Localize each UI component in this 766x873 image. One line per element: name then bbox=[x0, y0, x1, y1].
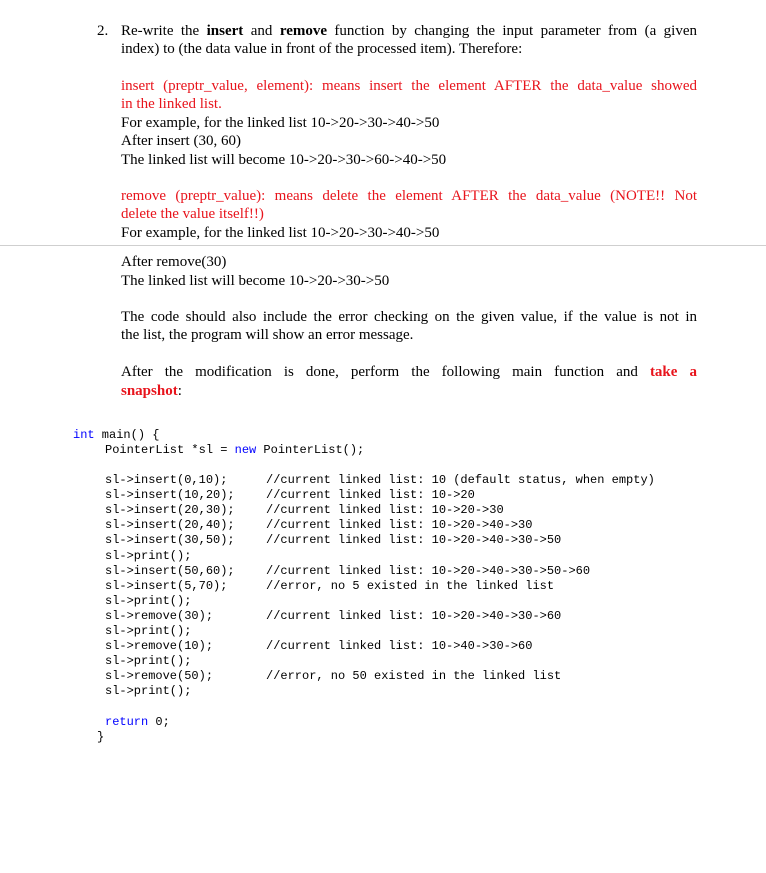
code-comment: //current linked list: 10->40->30->60 bbox=[266, 639, 533, 653]
code-declaration: PointerList *sl = new PointerList(); bbox=[105, 443, 365, 457]
insert-example-call: After insert (30, 60) bbox=[121, 133, 241, 149]
code-comment: //current linked list: 10->20->40->30->50->60 bbox=[266, 564, 591, 578]
code-comment: //current linked list: 10->20->40->30 bbox=[266, 518, 533, 532]
remove-example-list: For example, for the linked list 10->20->30->40->50 bbox=[121, 225, 440, 241]
final-instruction: After the modification is done, perform the following main function and take a bbox=[121, 364, 698, 380]
insert-example-list: For example, for the linked list 10->20->30->40->50 bbox=[121, 115, 440, 131]
remove-definition: remove (preptr_value): means delete the element AFTER the data_value (NOTE!! Not bbox=[121, 188, 697, 204]
code-statement: sl->insert(20,40); bbox=[105, 518, 235, 532]
code-statement: sl->print(); bbox=[105, 684, 192, 698]
code-comment: //current linked list: 10 (default status, when empty) bbox=[266, 473, 655, 487]
remove-example-call: After remove(30) bbox=[121, 254, 227, 270]
error-check-note: The code should also include the error checking on the given value, if the value is not in bbox=[121, 309, 697, 325]
code-return: return 0; bbox=[105, 715, 170, 729]
code-closing-brace: } bbox=[97, 730, 105, 744]
insert-definition: insert (preptr_value, element): means insert the element AFTER the data_value showed bbox=[121, 78, 697, 94]
code-statement: sl->insert(5,70); bbox=[105, 579, 228, 593]
code-statement: sl->remove(50); bbox=[105, 669, 214, 683]
error-check-note-cont: the list, the program will show an error message. bbox=[121, 327, 414, 343]
insert-definition-cont: in the linked list. bbox=[121, 96, 222, 112]
code-statement: sl->remove(10); bbox=[105, 639, 214, 653]
code-statement: sl->print(); bbox=[105, 549, 192, 563]
remove-example-result: The linked list will become 10->20->30->50 bbox=[121, 273, 390, 289]
code-statement: sl->print(); bbox=[105, 594, 192, 608]
code-comment: //current linked list: 10->20->40->30->50 bbox=[266, 533, 562, 547]
code-statement: sl->insert(0,10); bbox=[105, 473, 228, 487]
code-statement: sl->insert(10,20); bbox=[105, 488, 235, 502]
code-statement: sl->remove(30); bbox=[105, 609, 214, 623]
code-comment: //error, no 50 existed in the linked list bbox=[266, 669, 562, 683]
code-comment: //error, no 5 existed in the linked list bbox=[266, 579, 555, 593]
code-comment: //current linked list: 10->20 bbox=[266, 488, 475, 502]
question-line-1: Re-write the insert and remove function by changing the input parameter from (a given bbox=[121, 23, 697, 39]
code-statement: sl->print(); bbox=[105, 654, 192, 668]
code-statement: sl->insert(50,60); bbox=[105, 564, 235, 578]
question-number: 2. bbox=[97, 23, 109, 39]
code-statement: sl->print(); bbox=[105, 624, 192, 638]
final-instruction-cont: snapshot: bbox=[121, 383, 182, 399]
page-divider bbox=[0, 245, 766, 246]
code-statement: sl->insert(20,30); bbox=[105, 503, 235, 517]
code-statement: sl->insert(30,50); bbox=[105, 533, 235, 547]
question-line-2: index) to (the data value in front of the processed item). Therefore: bbox=[121, 41, 523, 57]
code-comment: //current linked list: 10->20->40->30->60 bbox=[266, 609, 562, 623]
code-comment: //current linked list: 10->20->30 bbox=[266, 503, 504, 517]
remove-definition-cont: delete the value itself!!) bbox=[121, 206, 264, 222]
code-main-signature: int main() { bbox=[73, 428, 160, 442]
insert-example-result: The linked list will become 10->20->30->60->40->50 bbox=[121, 152, 447, 168]
